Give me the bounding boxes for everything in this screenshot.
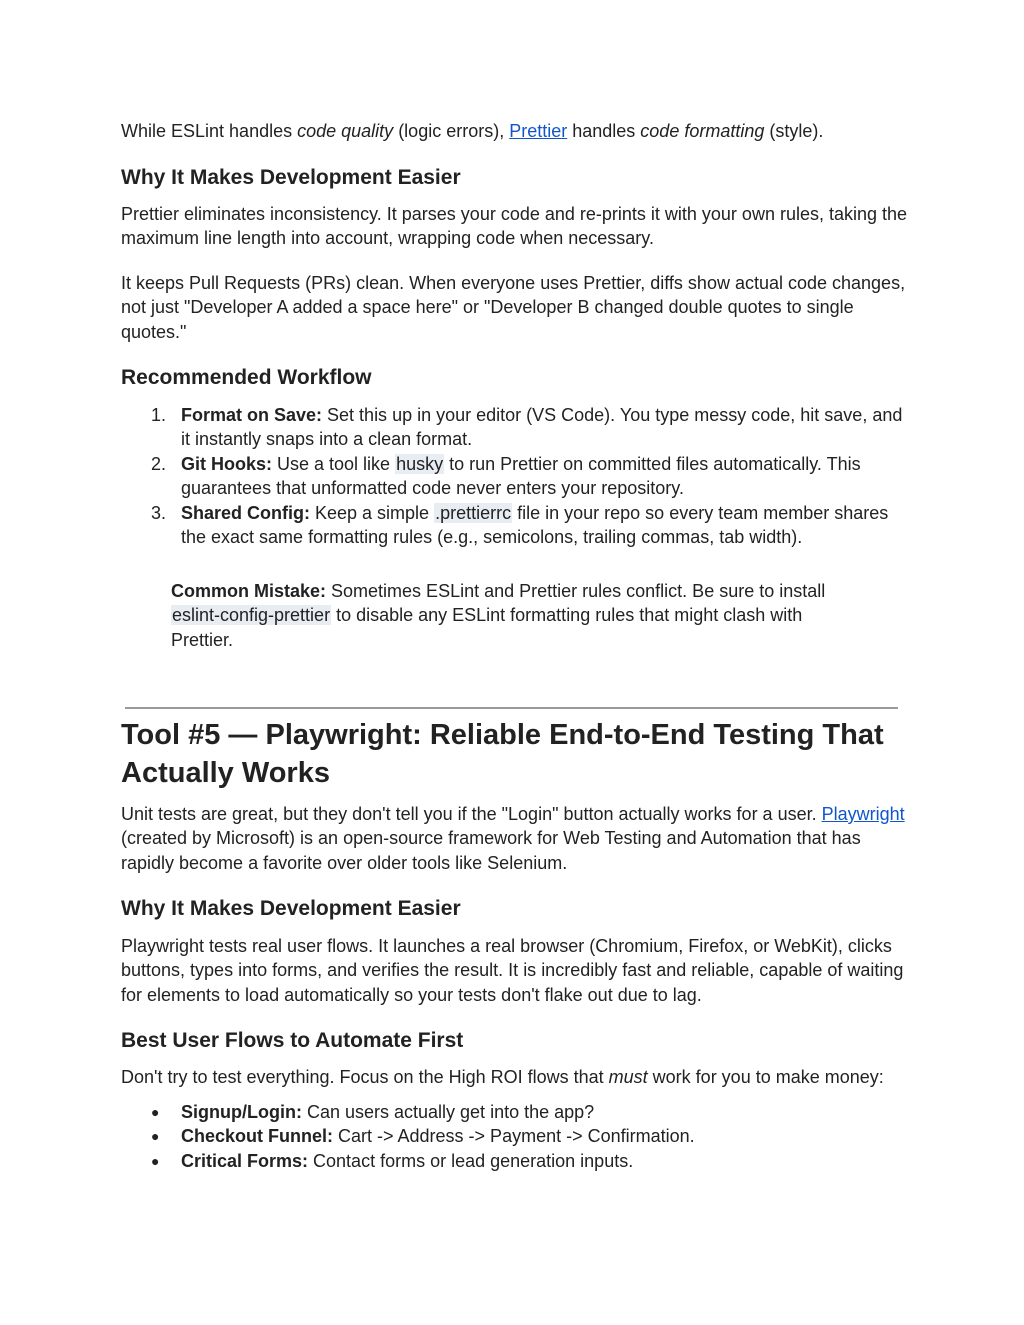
callout-label: Common Mistake: (171, 581, 327, 601)
divider (125, 707, 898, 709)
text: Cart -> Address -> Payment -> Confirmation. (333, 1126, 695, 1147)
flows-list (121, 1100, 911, 1173)
paragraph (121, 1065, 911, 1089)
workflow-list (121, 403, 911, 549)
list-item (121, 403, 911, 452)
list-number: 1. (151, 405, 167, 425)
heading-why-playwright: Why It Makes Development Easier (121, 897, 461, 920)
heading-why-prettier: Why It Makes Development Easier (121, 166, 461, 189)
inline-code: eslint-config-prettier (172, 605, 331, 626)
text: Don't try to test everything. Focus on the High ROI flows that (121, 1067, 609, 1087)
playwright-link[interactable]: Playwright (821, 804, 905, 824)
inline-code: husky (396, 453, 444, 474)
text: (logic errors), (393, 121, 510, 141)
bullet-icon: ● (151, 1152, 160, 1169)
list-item (121, 501, 911, 550)
text: Keep a simple (310, 502, 435, 523)
emphasis: code quality (297, 121, 394, 141)
text: to run Prettier on committed files automatically. This guarantees that unformatted code never enters your repository. (181, 453, 861, 499)
emphasis: code formatting (640, 121, 765, 141)
bullet-icon: ● (151, 1128, 160, 1145)
item-label: Shared Config: (181, 502, 310, 523)
text: Unit tests are great, but they don't tell you if the "Login" button actually works for a user. (121, 804, 822, 824)
item-label: Signup/Login: (181, 1102, 302, 1122)
list-item (121, 1100, 911, 1124)
paragraph: Prettier eliminates inconsistency. It parses your code and re-prints it with your own rules, taking the maximum line length into account, wrapping code when necessary. (121, 204, 908, 249)
prettier-link[interactable]: Prettier (509, 121, 568, 141)
text: Use a tool like (272, 453, 396, 474)
text: handles (567, 121, 641, 141)
paragraph: Playwright tests real user flows. It launches a real browser (Chromium, Firefox, or WebKit), clicks buttons, types into forms, and verifies the result. It is incredibly fast and reliable, capable of waiting for elements to load automatically so your tests don't flake out due to lag. (121, 936, 904, 1005)
text: to disable any ESLint formatting rules that might clash with Prettier. (171, 605, 803, 650)
inline-code: .prettierrc (435, 502, 512, 523)
item-label: Format on Save: (181, 405, 323, 425)
list-number: 2. (151, 453, 167, 474)
heading-recommended-workflow: Recommended Workflow (121, 366, 372, 389)
paragraph (121, 802, 911, 875)
list-item (121, 1149, 911, 1173)
callout-common-mistake (171, 579, 861, 652)
paragraph: It keeps Pull Requests (PRs) clean. When everyone uses Prettier, diffs show actual code changes, not just "Developer A added a space here" or "Developer B changed double quotes to single quotes." (121, 273, 906, 342)
item-label: Git Hooks: (181, 453, 273, 474)
text: (created by Microsoft) is an open-source framework for Web Testing and Automation that has rapidly become a favorite over older tools like Selenium. (121, 828, 861, 873)
text: file in your repo so every team member shares the exact same formatting rules (e.g., semicolons, trailing commas, tab width). (181, 502, 889, 548)
text: (style). (764, 121, 824, 141)
bullet-icon: ● (151, 1104, 160, 1120)
text: work for you to make money: (647, 1067, 884, 1087)
text: Contact forms or lead generation inputs. (308, 1150, 634, 1171)
list-item (121, 452, 911, 501)
heading-best-flows: Best User Flows to Automate First (121, 1029, 464, 1052)
intro-paragraph (121, 119, 911, 143)
section-title: Tool #5 — Playwright: Reliable End-to-End Testing That Actually Works (121, 719, 884, 789)
item-label: Critical Forms: (181, 1150, 309, 1171)
list-item (121, 1124, 911, 1148)
text: Can users actually get into the app? (301, 1102, 595, 1122)
item-label: Checkout Funnel: (181, 1126, 333, 1147)
emphasis: must (608, 1067, 648, 1087)
list-number: 3. (151, 502, 167, 523)
text: Set this up in your editor (VS Code). You type messy code, hit save, and it instantly snaps into a clean format. (181, 405, 903, 450)
text: While ESLint handles (121, 121, 298, 141)
text: Sometimes ESLint and Prettier rules conflict. Be sure to install (326, 581, 826, 601)
